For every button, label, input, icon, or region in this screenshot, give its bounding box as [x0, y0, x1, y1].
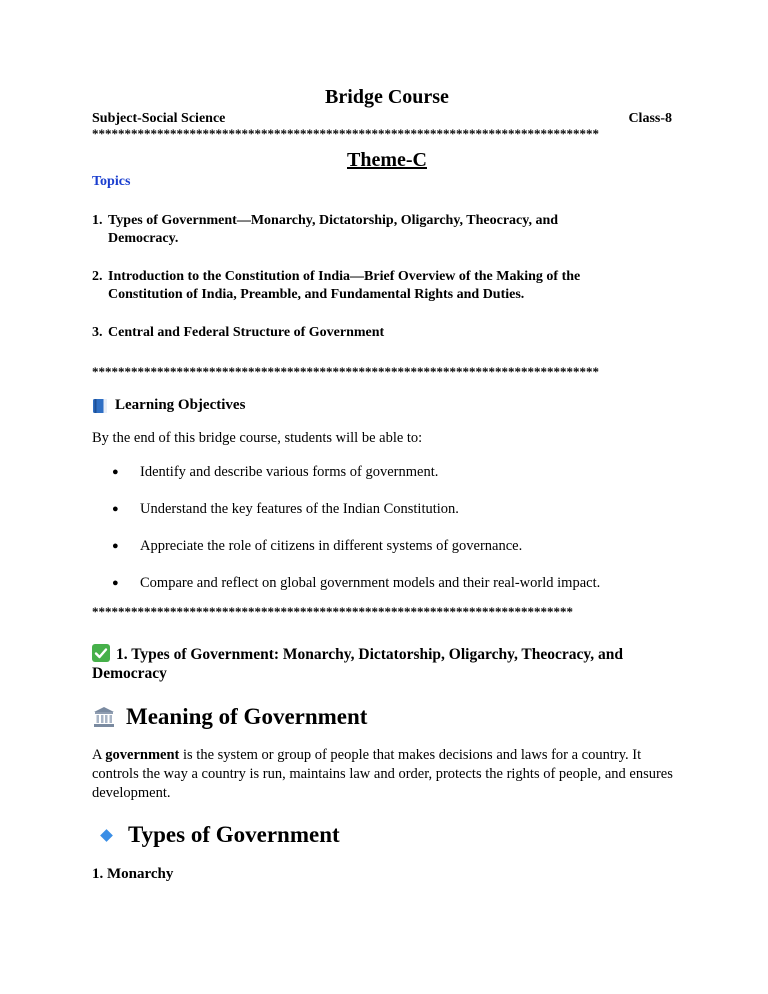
- types-heading-text: Types of Government: [128, 822, 340, 847]
- meaning-paragraph: [92, 746, 682, 803]
- topic-number: 3.: [92, 325, 103, 340]
- topic-text-cont: Constitution of India, Preamble, and Fundamental Rights and Duties.: [108, 287, 525, 302]
- class-label: Class-8: [628, 111, 672, 126]
- theme-heading: Theme-C: [347, 149, 427, 171]
- topics-heading: Topics: [92, 174, 131, 189]
- objectives-intro: By the end of this bridge course, students will be able to:: [92, 430, 423, 446]
- topic-item-2: [92, 268, 652, 304]
- monarchy-heading: 1. Monarchy: [92, 866, 174, 882]
- check-icon: [92, 644, 110, 662]
- types-heading: [102, 822, 340, 848]
- book-icon: [92, 398, 108, 414]
- meaning-heading-text: Meaning of Government: [126, 704, 368, 729]
- separator-line: **************************************************************************: [92, 604, 573, 619]
- topic-text: Types of Government—Monarchy, Dictatorship, Oligarchy, Theocracy, and: [108, 213, 559, 228]
- topic-item-1: [92, 212, 652, 248]
- para-bold-term: government: [105, 747, 180, 763]
- topic-text: Introduction to the Constitution of India—Brief Overview of the Making of the: [108, 269, 581, 284]
- list-item: ● Compare and reflect on global government models and their real-world impact.: [112, 573, 600, 610]
- diamond-icon: [100, 829, 113, 842]
- page-title: Bridge Course: [325, 86, 449, 108]
- separator-line: ******************************************************************************: [92, 364, 599, 379]
- section-heading-text: 1. Types of Government: Monarchy, Dictatorship, Oligarchy, Theocracy, and Democracy: [92, 646, 624, 682]
- subject-row: [92, 111, 672, 127]
- list-item: ● Understand the key features of the Indian Constitution.: [112, 499, 600, 536]
- section-heading: [92, 644, 682, 683]
- meaning-heading: [92, 704, 367, 730]
- list-item: ● Appreciate the role of citizens in different systems of governance.: [112, 536, 600, 573]
- bank-icon: [92, 705, 116, 729]
- topic-number: 2.: [92, 269, 103, 284]
- topic-item-3: [92, 324, 652, 342]
- subject-label: Subject-Social Science: [92, 111, 226, 126]
- topic-number: 1.: [92, 213, 103, 228]
- objectives-heading-text: Learning Objectives: [115, 397, 246, 413]
- para-text: is the system or group of people that makes decisions and laws for a country. It controls the way a country is run, maintains law and order, protects the rights of people, and ensures development.: [92, 747, 673, 801]
- objectives-list: [112, 462, 600, 610]
- topic-text-cont: Democracy.: [108, 231, 179, 246]
- list-item: ● Identify and describe various forms of government.: [112, 462, 600, 499]
- objectives-heading: [92, 397, 245, 414]
- para-text: A: [92, 747, 106, 763]
- topic-text: Central and Federal Structure of Government: [108, 325, 385, 340]
- separator-line: ******************************************************************************: [92, 126, 599, 141]
